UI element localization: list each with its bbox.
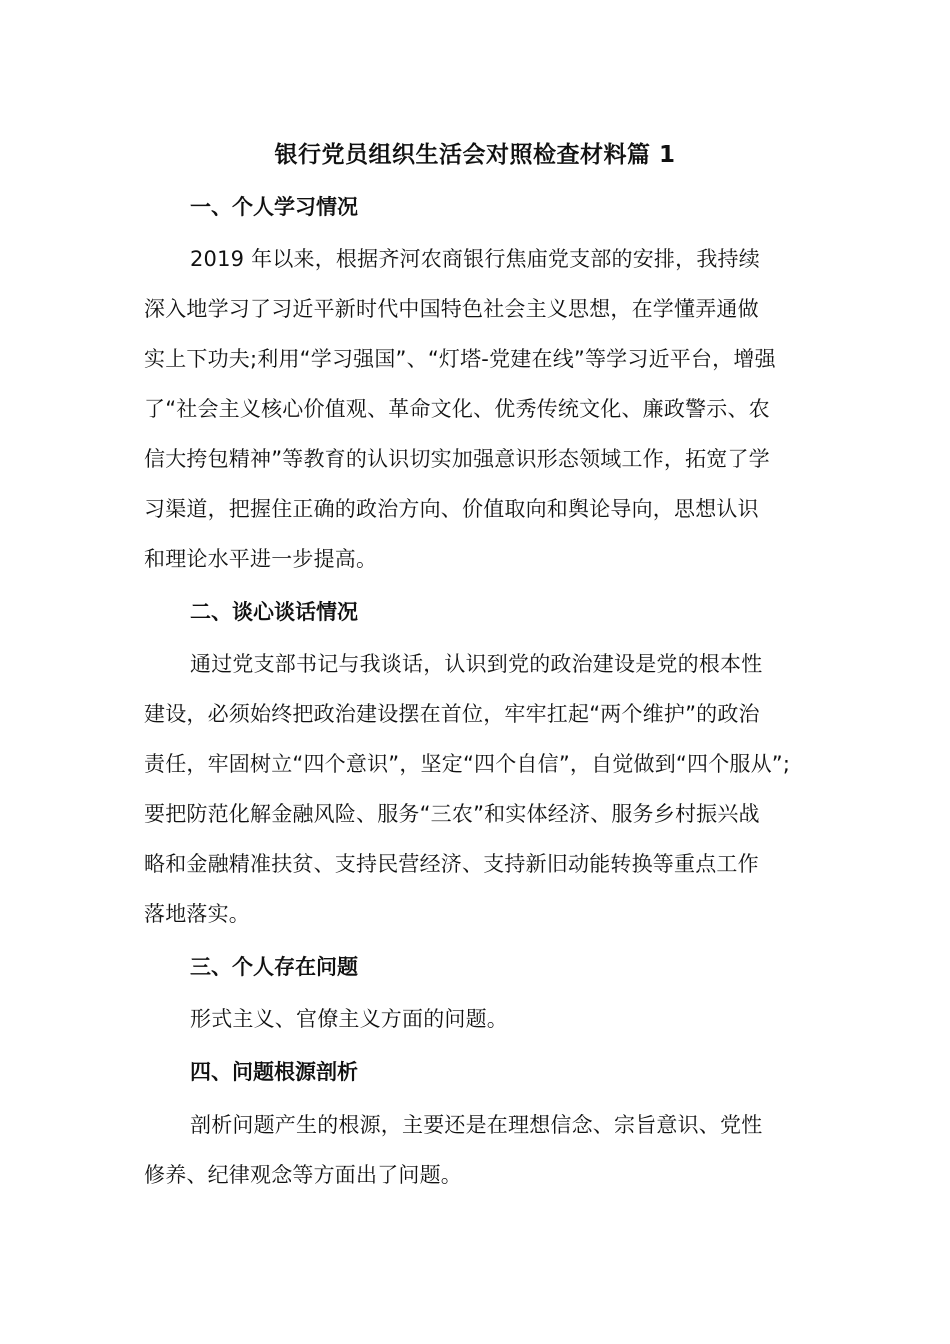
section-2-line-4: 要把防范化解金融风险、服务“三农”和实体经济、服务乡村振兴战 [144,802,760,826]
section-1-line-1: 2019 年以来，根据齐河农商银行焦庙党支部的安排，我持续 [190,247,760,271]
section-2-line-3: 责任，牢固树立“四个意识”，坚定“四个自信”，自觉做到“四个服从”; [144,752,791,776]
section-3-line-1: 形式主义、官僚主义方面的问题。 [190,1007,508,1031]
section-1-line-4: 了“社会主义核心价值观、革命文化、优秀传统文化、廉政警示、农 [144,397,770,421]
section-1-line-2: 深入地学习了习近平新时代中国特色社会主义思想，在学懂弄通做 [144,297,759,321]
section-heading-4: 四、问题根源剖析 [190,1060,358,1084]
section-2-line-2: 建设，必须始终把政治建设摆在首位，牢牢扛起“两个维护”的政治 [144,702,760,726]
section-1-line-6: 习渠道，把握住正确的政治方向、价值取向和舆论导向，思想认识 [144,497,759,521]
section-1-line-3: 实上下功夫;利用“学习强国”、“灯塔-党建在线”等学习近平台，增强 [144,347,776,371]
section-1-line-7: 和理论水平进一步提高。 [144,547,378,571]
section-4-line-2: 修养、纪律观念等方面出了问题。 [144,1163,462,1187]
section-4-line-1: 剖析问题产生的根源，主要还是在理想信念、宗旨意识、党性 [190,1113,763,1137]
section-2-line-5: 略和金融精准扶贫、支持民营经济、支持新旧动能转换等重点工作 [144,852,759,876]
section-2-line-6: 落地落实。 [144,902,250,926]
section-2-line-1: 通过党支部书记与我谈话，认识到党的政治建设是党的根本性 [190,652,763,676]
section-1-line-5: 信大挎包精神”等教育的认识切实加强意识形态领域工作，拓宽了学 [144,447,770,471]
section-heading-1: 一、个人学习情况 [190,195,358,219]
document-title: 银行党员组织生活会对照检查材料篇 1 [274,142,676,168]
section-heading-3: 三、个人存在问题 [190,955,358,979]
section-heading-2: 二、谈心谈话情况 [190,600,358,624]
